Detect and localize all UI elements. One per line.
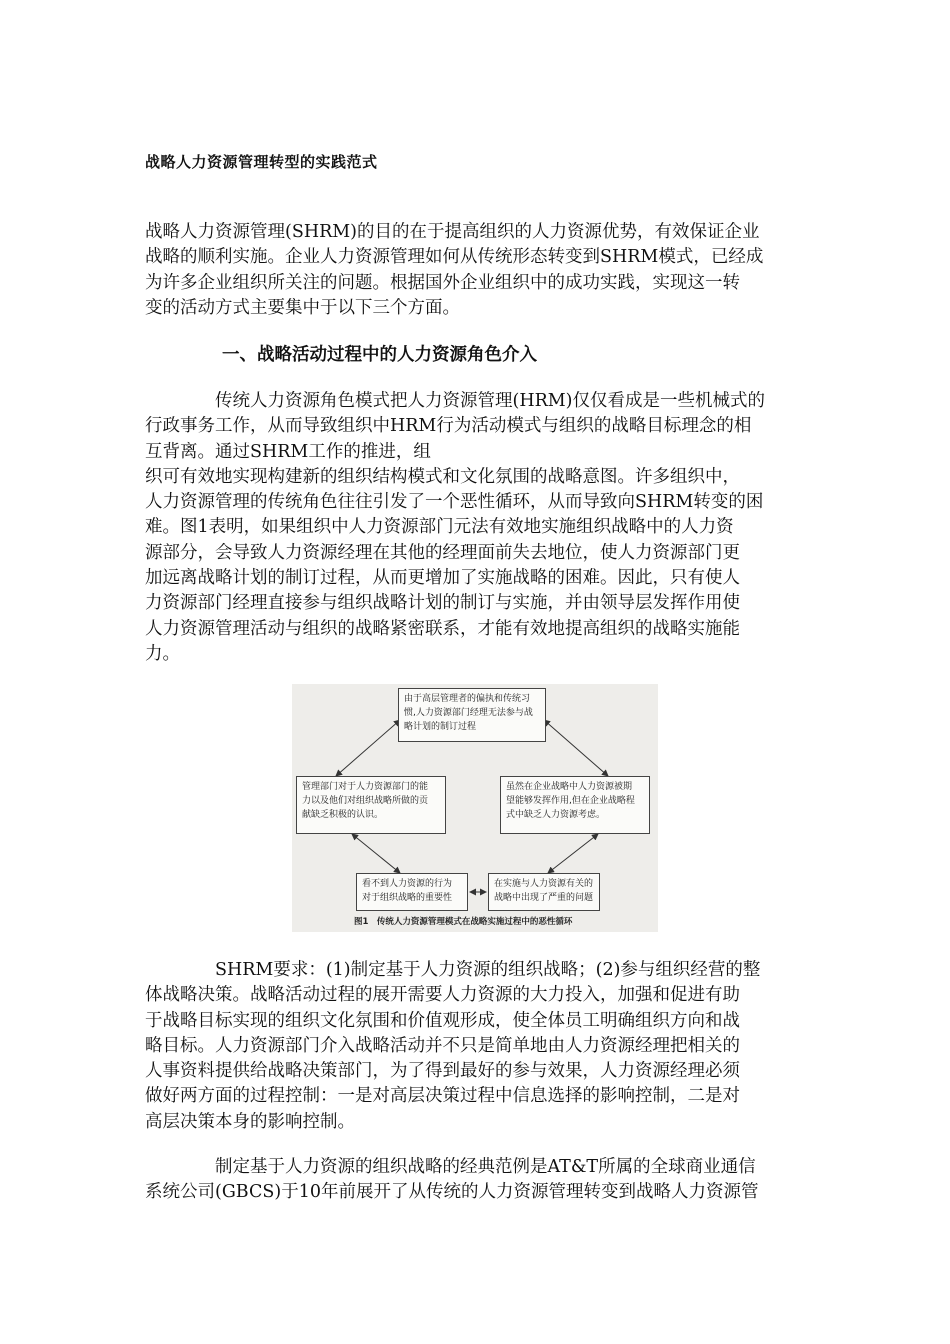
box-text: 献缺乏积极的认识。 [302,810,384,820]
paragraph-line: 人力资源管理的传统角色往往引发了一个恶性循环，从而导致向SHRM转变的困 [145,492,764,513]
vicious-cycle-figure [292,684,658,932]
box-text: 式中缺乏人力资源考虑。 [506,810,606,820]
figure-box-bottom-right [488,873,600,911]
section1-paragraph [145,389,805,667]
paragraph-line: 行政事务工作，从而导致组织中HRM行为活动模式与组织的战略目标理念的相 [145,416,752,437]
box-text: 惯,人力资源部门经理无法参与战 [404,708,533,718]
intro-paragraph [145,220,805,321]
paragraph-line: 力。 [145,643,180,664]
paragraph-line: 做好两方面的过程控制：一是对高层决策过程中信息选择的影响控制，二是对 [145,1086,740,1107]
figure-box-bottom-left [356,873,468,911]
box-text: 战略中出现了严重的问题 [494,893,594,903]
paragraph-line: 于战略目标实现的组织文化氛围和价值观形成，使全体员工明确组织方向和战 [145,1010,740,1031]
paragraph-2 [145,958,805,1135]
box-text: 在实施与人力资源有关的 [494,879,594,889]
arrow-top-left [336,720,400,776]
paragraph-line: 高层决策本身的影响控制。 [145,1111,355,1132]
section-heading: 一、战略活动过程中的人力资源角色介入 [222,345,537,365]
intro-line: 战略人力资源管理(SHRM)的目的在于提高组织的人力资源优势，有效保证企业 [145,222,760,242]
figure-box-top [398,688,546,742]
paragraph-line: 体战略决策。战略活动过程的展开需要人力资源的大力投入，加强和促进有助 [145,985,740,1006]
paragraph-line: 织可有效地实现构建新的组织结构模式和文化氛围的战略意图。许多组织中， [145,466,740,487]
arrow-right-bottom [548,834,598,873]
paragraph-line: 制定基于人力资源的组织战略的经典范例是AT&T所属的全球商业通信 [145,1157,756,1177]
paragraph-line: 难。图1表明，如果组织中人力资源部门元法有效地实施组织战略中的人力资 [145,517,734,538]
box-text: 管理部门对于人力资源部门的能 [302,782,429,792]
paragraph-line: 系统公司(GBCS)于10年前展开了从传统的人力资源管理转变到战略人力资源管 [145,1182,759,1203]
arrow-top-right [544,720,608,776]
intro-line: 变的活动方式主要集中于以下三个方面。 [145,297,460,318]
box-text: 略计划的制订过程 [404,722,477,732]
intro-line: 战略的顺利实施。企业人力资源管理如何从传统形态转变到SHRM模式，已经成 [145,247,764,268]
paragraph-line: 人力资源管理活动与组织的战略紧密联系，才能有效地提高组织的战略实施能 [145,618,740,639]
paragraph-line: 人事资料提供给战略决策部门，为了得到最好的参与效果，人力资源经理必须 [145,1061,740,1082]
paragraph-line: 加远离战略计划的制订过程，从而更增加了实施战略的困难。因此，只有使人 [145,568,740,589]
intro-line: 为许多企业组织所关注的问题。根据国外企业组织中的成功实践，实现这一转 [145,272,740,293]
box-text: 虽然在企业战略中人力资源被期 [506,782,633,792]
figure-box-right [500,776,650,834]
box-text: 望能够发挥作用,但在企业战略程 [506,796,635,806]
document-title: 战略人力资源管理转型的实践范式 [145,153,378,171]
paragraph-line: SHRM要求：(1)制定基于人力资源的组织战略；(2)参与组织经营的整 [145,960,761,980]
paragraph-line: 传统人力资源角色模式把人力资源管理(HRM)仅仅看成是一些机械式的 [145,391,766,411]
figure-box-left [296,776,446,834]
box-text: 力以及他们对组织战略所做的贡 [302,796,429,806]
paragraph-line: 略目标。人力资源部门介入战略活动并不只是简单地由人力资源经理把相关的 [145,1035,740,1056]
box-text: 看不到人力资源的行为 [362,879,453,889]
paragraph-3 [145,1155,805,1206]
box-text: 由于高层管理者的偏执和传统习 [404,694,531,704]
figure-caption: 图1 传统人力资源管理模式在战略实施过程中的恶性循环 [354,917,573,927]
paragraph-line: 源部分，会导致人力资源经理在其他的经理面前失去地位，使人力资源部门更 [145,542,740,563]
paragraph-line: 互背离。通过SHRM工作的推进，组 [145,441,431,462]
paragraph-line: 力资源部门经理直接参与组织战略计划的制订与实施，并由领导层发挥作用使 [145,593,740,614]
arrow-left-bottom [352,834,400,873]
box-text: 对于组织战略的重要性 [362,893,453,903]
